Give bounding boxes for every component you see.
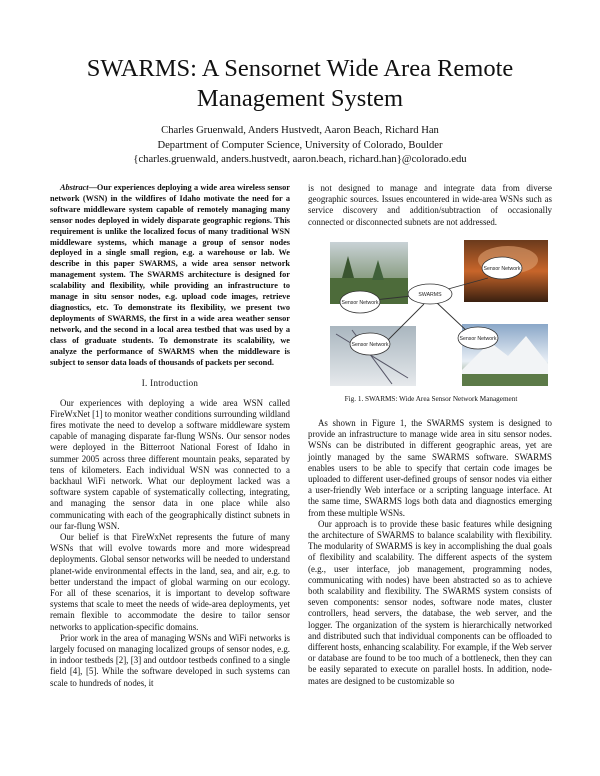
right-top-paragraph: is not designed to manage and integrate data from diverse geographic sources. Issues encountered in wide-area WSNs such as service discovery and addition/subtraction of occasionally connected or disconnected subnets are not addressed. — [308, 183, 552, 227]
sensor-network-label-3: Sensor Network — [351, 342, 389, 348]
right-paragraph-2: Our approach is to provide these basic features while designing the architecture of SWARMS to balance scalability with flexibility. The modularity of SWARMS is key in accomplishing the dual goals of flexibility and scalability. The different aspects of the system (e.g., user interface, job management, programming nodes, communicating with nodes) have been abstracted so as to achieve both scalability and flexibility. The SWARMS system consists of seven components: sensor nodes, software node mates, cluster controllers, head servers, the database, the web server, and the logger. The organization of the system is hierarchically networked and distributed such that individual components can be offloaded to different hosts, enhancing scalability. For example, if the Web server or database are found to be too much of a bottleneck, then they can be easily separated to execute on parallel hosts. In addition, node-mates are designed to be customizable so — [308, 518, 552, 686]
figure-caption: Fig. 1. SWARMS: Wide Area Sensor Network Management — [344, 395, 518, 403]
left-column — [50, 183, 290, 689]
abstract — [50, 183, 290, 368]
sensor-network-label-1: Sensor Network — [341, 300, 379, 306]
figure-swarms-diagram — [312, 238, 550, 388]
paper-title: SWARMS: A Sensornet Wide Area Remote Management System — [86, 55, 514, 112]
sensor-network-label-4: Sensor Network — [459, 336, 497, 342]
sensor-network-label-2: Sensor Network — [483, 266, 521, 272]
author-names: Charles Gruenwald, Anders Hustvedt, Aaron Beach, Richard Han — [161, 125, 439, 136]
author-emails: {charles.gruenwald, anders.hustvedt, aaron.beach, richard.han}@colorado.edu — [133, 154, 467, 165]
author-block — [40, 124, 560, 168]
swarms-label: SWARMS — [418, 292, 442, 298]
right-column-bottom — [308, 418, 552, 687]
intro-paragraph-1: Our experiences with deploying a wide area WSN called FireWxNet [1] to monitor weather conditions surrounding wildland fires motivate the need to develop a software middleware system capable of managing disparate far-flung WSNs. Our sensor nodes were deployed in the Bitterroot National Forest of Idaho in summer 2005 across three different mountain peaks, separated by tens of kilometers. Each individual WSN was connected to a backhaul WiFi network. What our deployment lacked was a software system capable of systematically collecting, integrating, and managing the sensor data in one place while also communicating with each of the geographically distinct subnets in our far-flung WSN. — [50, 397, 290, 531]
section-heading-introduction: I. Introduction — [141, 378, 199, 389]
abstract-text: —Our experiences deploying a wide area wireless sensor network (WSN) in the wildfires of Idaho motivate the need for a software middleware system capable of remotely managing many sensor nodes deployed in widely disparate geographic regions. This requirement is unlike the localized focus of many traditional WSN middleware systems, which manage a group of sensor nodes deployed in a single small region, e.g. a warehouse or lab. We describe in this paper SWARMS, a wide area sensor network management system. The SWARMS architecture is designed for scalability and flexibility, while providing an infrastructure to manage in situ sensor nodes, e.g. upload code images, retrieve diagnostics, etc. To demonstrate its flexibility, we present two deployments of SWARMS, the first in a wide area weather sensor network, and the second in a local area testbed that was used by a class of graduate students. To demonstrate its scalability, we analyze the performance of SWARMS when the middleware is subject to sensor data loads of thousands of packets per second. — [50, 183, 290, 367]
intro-paragraph-3: Prior work in the area of managing WSNs and WiFi networks is largely focused on managing localized groups of sensor nodes, e.g. in indoor testbeds [2], [3] and outdoor testbeds confined to a single field [4], [5]. While the software developed in such systems can scale to hundreds of nodes, it — [50, 632, 290, 688]
right-column-top — [308, 183, 552, 228]
right-paragraph-1: As shown in Figure 1, the SWARMS system is designed to provide an infrastructure to manage wide area in situ sensor nodes. WSNs can be distributed in different geographic areas, yet are jointly managed by the same SWARMS software. SWARMS enables users to be able to specify that certain code images be uploaded to different user-defined groups of sensor nodes via either a user-friendly Web interface or a scripting language interface. At the same time, SWARMS logs both data and diagnostics emerging from these multiple WSNs. — [308, 418, 552, 518]
intro-paragraph-2: Our belief is that FireWxNet represents the future of many WSNs that will evolve towards more and more widespread deployments. Global sensor networks will be needed to understand planet-wide environmental effects in the land, sea, and air, e.g. to better understand the impact of global warming on our ecology. For all of these scenarios, it is important to develop software systems that scale to meet the needs of wide-area deployments, yet remain flexible to accommodate the desire to tailor sensor networks to application-specific domains. — [50, 532, 290, 632]
author-affiliation: Department of Computer Science, University of Colorado, Boulder — [157, 139, 443, 151]
abstract-lead: Abstract — [60, 183, 89, 192]
